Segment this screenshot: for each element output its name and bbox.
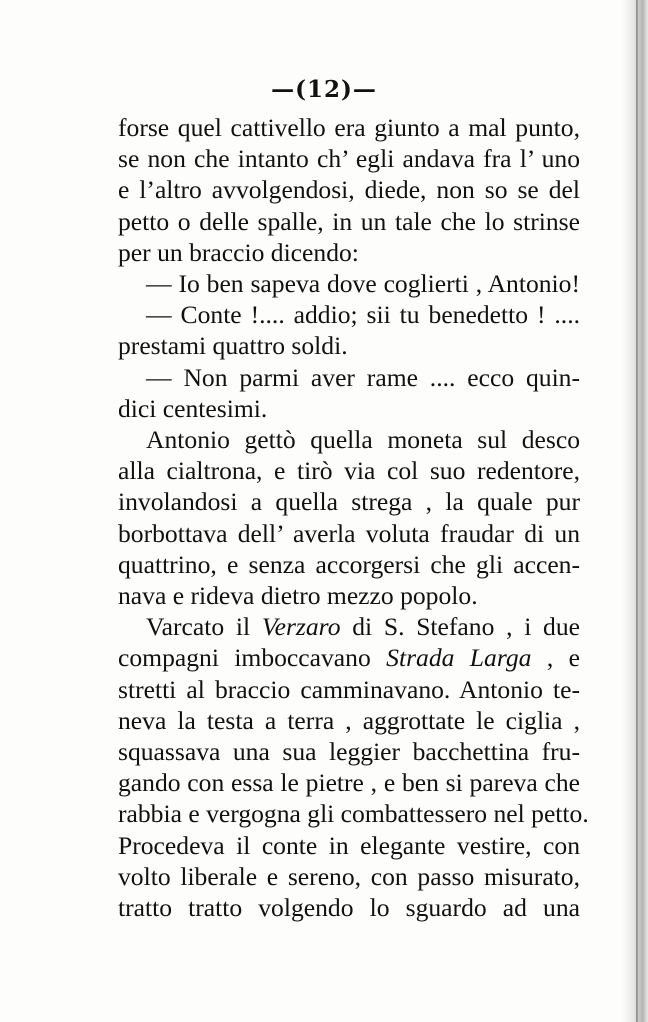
binding-shadow <box>622 0 648 1022</box>
text-fragment: Varcato il <box>146 612 262 642</box>
text-line: borbottava dell’ averla voluta fraudar di un <box>118 518 580 548</box>
text-line: nava e rideva dietro mezzo popolo. <box>118 581 478 611</box>
text-line: rabbia e vergogna gli combattessero nel petto. <box>118 799 589 829</box>
page-number: —(12)— <box>271 76 377 103</box>
page-edge-line <box>636 0 638 1022</box>
paragraph-first-line: Antonio gettò quella moneta sul desco <box>146 425 580 455</box>
text-line <box>118 642 580 673</box>
text-line: Procedeva il conte in elegante vestire, con <box>118 830 580 860</box>
text-line: involandosi a quella strega , la quale pur <box>118 487 580 517</box>
italic-place-name: Verzaro <box>261 612 341 642</box>
text-line: alla cialtrona, e tirò via col suo redentore, <box>118 456 580 486</box>
italic-street-name: Strada Larga <box>386 643 532 673</box>
text-line: stretti al braccio camminavano. Antonio te- <box>118 674 580 704</box>
dialog-line: — Non parmi aver rame .... ecco quin- <box>146 362 580 392</box>
dialog-line: — Conte !.... addio; sii tu benedetto ! .... <box>146 300 580 330</box>
text-line: per un braccio dicendo: <box>118 237 359 267</box>
text-line: forse quel cattivello era giunto a mal punto, <box>118 113 580 142</box>
text-fragment: , e <box>531 643 580 673</box>
text-fragment: compagni imboccavano <box>118 643 387 673</box>
text-line: squassava una sua leggier bacchettina fru- <box>118 737 580 767</box>
text-line: quattrino, e senza accorgersi che gli accen- <box>118 549 580 579</box>
dialog-line: — Io ben sapeva dove coglierti , Antonio! <box>146 269 580 299</box>
text-line: prestami quattro soldi. <box>118 331 348 361</box>
text-line: e l’altro avvolgendosi, diede, non so se del <box>118 175 580 205</box>
text-line: volto liberale e sereno, con passo misurato, <box>118 861 580 891</box>
text-line: dici centesimi. <box>118 393 268 423</box>
text-fragment: di S. Stefano , i due <box>340 612 580 642</box>
text-line: neva la testa a terra , aggrottate le ciglia , <box>118 705 580 735</box>
text-line: petto o delle spalle, in un tale che lo strinse <box>118 206 580 236</box>
text-line: se non che intanto ch’ egli andava fra l’ uno <box>118 144 580 174</box>
text-line: tratto tratto volgendo lo sguardo ad una <box>118 893 580 923</box>
text-line: gando con essa le pietre , e ben si pareva che <box>118 768 580 798</box>
body-text <box>118 112 589 923</box>
paragraph-first-line <box>118 611 580 642</box>
